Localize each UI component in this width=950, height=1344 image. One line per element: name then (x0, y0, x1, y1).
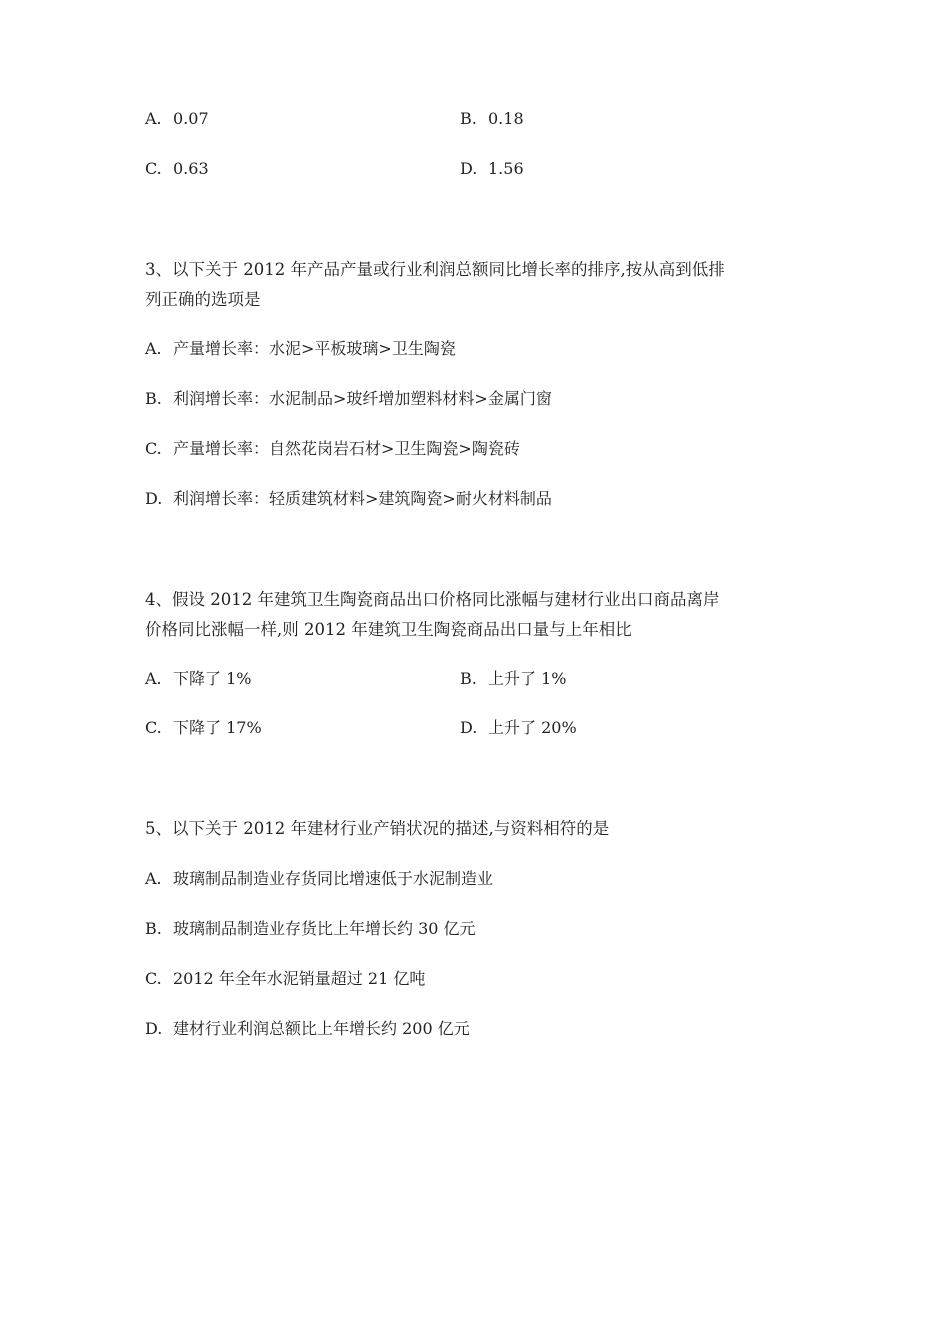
q2-option-c[interactable] (145, 158, 209, 180)
option-letter: D. (145, 489, 163, 508)
q3-option-a[interactable] (145, 338, 456, 360)
option-letter: B. (460, 669, 477, 688)
option-letter: A. (145, 339, 162, 358)
q3-option-c[interactable] (145, 438, 520, 460)
option-text: 利润增长率：轻质建筑材料>建筑陶瓷>耐火材料制品 (173, 489, 552, 508)
option-letter: A. (145, 869, 162, 888)
option-text: 0.18 (488, 109, 524, 128)
q5-option-c[interactable] (145, 968, 425, 990)
option-letter: C. (145, 969, 162, 988)
option-text: 0.63 (173, 159, 209, 178)
q5-option-a[interactable] (145, 868, 493, 890)
q5-option-b[interactable] (145, 918, 476, 940)
option-text: 建材行业利润总额比上年增长约 200 亿元 (173, 1019, 470, 1038)
q5-stem-line-1: 5、以下关于 2012 年建材行业产销状况的描述,与资料相符的是 (145, 819, 610, 838)
option-text: 上升了 20% (488, 718, 577, 737)
q4-option-c[interactable] (145, 717, 262, 739)
option-text: 0.07 (173, 109, 209, 128)
option-text: 上升了 1% (488, 669, 567, 688)
option-text: 玻璃制品制造业存货同比增速低于水泥制造业 (173, 869, 494, 888)
option-letter: A. (145, 669, 162, 688)
option-text: 1.56 (488, 159, 524, 178)
q2-option-a[interactable] (145, 108, 209, 130)
q4-option-b[interactable] (460, 668, 566, 690)
option-letter: C. (145, 159, 162, 178)
option-letter: D. (460, 159, 478, 178)
option-text: 产量增长率：自然花岗岩石材>卫生陶瓷>陶瓷砖 (173, 439, 520, 458)
q2-option-d[interactable] (460, 158, 524, 180)
option-letter: A. (145, 109, 162, 128)
option-letter: C. (145, 439, 162, 458)
q4-stem-line-1: 4、假设 2012 年建筑卫生陶瓷商品出口价格同比涨幅与建材行业出口商品离岸 (145, 590, 720, 609)
q3-option-b[interactable] (145, 388, 552, 410)
option-text: 产量增长率：水泥>平板玻璃>卫生陶瓷 (173, 339, 456, 358)
q4-stem-line-2: 价格同比涨幅一样,则 2012 年建筑卫生陶瓷商品出口量与上年相比 (145, 620, 632, 639)
option-letter: C. (145, 718, 162, 737)
option-letter: B. (460, 109, 477, 128)
q2-option-b[interactable] (460, 108, 524, 130)
option-text: 玻璃制品制造业存货比上年增长约 30 亿元 (173, 919, 476, 938)
q4-option-d[interactable] (460, 717, 577, 739)
option-letter: D. (145, 1019, 163, 1038)
option-letter: B. (145, 919, 162, 938)
q5-option-d[interactable] (145, 1018, 470, 1040)
q3-stem-line-1: 3、以下关于 2012 年产品产量或行业利润总额同比增长率的排序,按从高到低排 (145, 260, 725, 279)
q3-stem-line-2: 列正确的选项是 (145, 290, 261, 309)
option-text: 下降了 1% (173, 669, 252, 688)
q3-option-d[interactable] (145, 488, 552, 510)
option-letter: D. (460, 718, 478, 737)
option-letter: B. (145, 389, 162, 408)
q4-option-a[interactable] (145, 668, 251, 690)
option-text: 下降了 17% (173, 718, 262, 737)
option-text: 利润增长率：水泥制品>玻纤增加塑料材料>金属门窗 (173, 389, 552, 408)
option-text: 2012 年全年水泥销量超过 21 亿吨 (173, 969, 426, 988)
